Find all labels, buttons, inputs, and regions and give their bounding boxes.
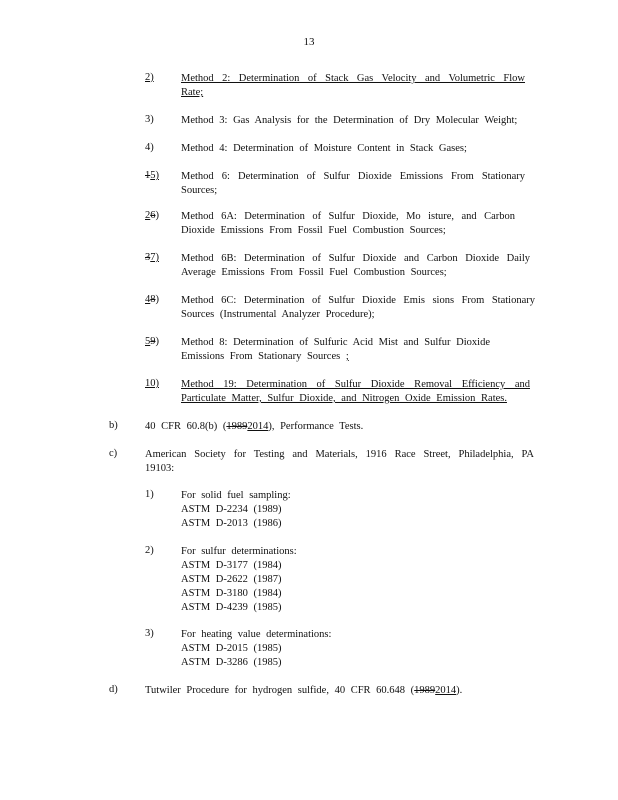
list-item bbox=[145, 336, 510, 364]
item-label: 48) bbox=[145, 294, 159, 305]
item-label: 37) bbox=[145, 252, 159, 263]
list-item-b: b) 40 CFR 60.8(b) (19892014), Performance Tests. bbox=[109, 420, 529, 434]
list-item bbox=[145, 170, 525, 198]
item-label: 15) bbox=[145, 170, 159, 181]
astm-line: ASTM D-3286 (1985) bbox=[181, 657, 282, 668]
list-item bbox=[145, 252, 530, 280]
item-label: 26) bbox=[145, 210, 159, 221]
item-label: 10) bbox=[145, 378, 159, 389]
item-label: 4) bbox=[145, 142, 154, 153]
sub-title: For sulfur determinations: bbox=[181, 546, 297, 557]
list-item bbox=[145, 114, 535, 128]
astm-line: ASTM D-3180 (1984) bbox=[181, 588, 282, 599]
item-text: Method 8: Determination of Sulfuric Acid Mist and Sulfur Dioxide Emissions From Stationary Sources ; bbox=[181, 337, 491, 362]
item-label: 59) bbox=[145, 336, 159, 347]
astm-line: ASTM D-2622 (1987) bbox=[181, 574, 282, 585]
item-text: Method 6A: Determination of Sulfur Dioxide, Mo isture, and Carbon Dioxide Emissions From Fossil Fuel Combustion Sources; bbox=[181, 211, 515, 236]
list-item: 3) For heating value determinations: ASTM D-2015 (1985) ASTM D-3286 (1985) bbox=[145, 628, 445, 670]
astm-line: ASTM D-2015 (1985) bbox=[181, 643, 282, 654]
item-text: Method 4: Determination of Moisture Content in Stack Gases; bbox=[181, 143, 467, 154]
list-item bbox=[145, 294, 535, 322]
sub-title: For solid fuel sampling: bbox=[181, 490, 291, 501]
item-text: Tutwiler Procedure for hydrogen sulfide, 40 CFR 60.648 (19892014). bbox=[145, 685, 463, 696]
item-label: 3) bbox=[145, 114, 154, 125]
item-text: 40 CFR 60.8(b) (19892014), Performance Tests. bbox=[145, 421, 364, 432]
item-text: Method 6B: Determination of Sulfur Dioxide and Carbon Dioxide Daily Average Emissions From Fossil Fuel Combustion Sources; bbox=[181, 253, 530, 278]
list-item: 1) For solid fuel sampling: ASTM D-2234 (1989) ASTM D-2013 (1986) bbox=[145, 489, 445, 531]
astm-line: ASTM D-4239 (1985) bbox=[181, 602, 282, 613]
page-number: 13 bbox=[303, 36, 315, 48]
list-item bbox=[145, 72, 525, 100]
list-item-c: c) American Society for Testing and Materials, 1916 Race Street, Philadelphia, PA 19103: bbox=[109, 448, 534, 474]
astm-line: ASTM D-3177 (1984) bbox=[181, 560, 282, 571]
sub-title: For heating value determinations: bbox=[181, 629, 332, 640]
item-text: Method 3: Gas Analysis for the Determination of Dry Molecular Weight; bbox=[181, 115, 518, 126]
list-item bbox=[145, 142, 535, 156]
item-text: Method 6C: Determination of Sulfur Dioxide Emis sions From Stationary Sources (Instrumental Analyzer Procedure); bbox=[181, 295, 535, 320]
item-text: Method 6: Determination of Sulfur Dioxide Emissions From Stationary Sources; bbox=[181, 171, 525, 196]
item-text: Method 2: Determination of Stack Gas Velocity and Volumetric Flow Rate; bbox=[181, 73, 525, 98]
list-item-d: d) Tutwiler Procedure for hydrogen sulfide, 40 CFR 60.648 (19892014). bbox=[109, 684, 529, 698]
item-text: American Society for Testing and Materials, 1916 Race Street, Philadelphia, PA 19103: bbox=[145, 449, 534, 474]
list-item bbox=[145, 378, 530, 406]
list-item bbox=[145, 210, 515, 238]
astm-line: ASTM D-2013 (1986) bbox=[181, 518, 282, 529]
item-text: Method 19: Determination of Sulfur Dioxide Removal Efficiency and Particulate Matter, Sulfur Dioxide, and Nitrogen Oxide Emission Rates. bbox=[181, 379, 530, 404]
astm-line: ASTM D-2234 (1989) bbox=[181, 504, 282, 515]
list-item: 2) For sulfur determinations: ASTM D-3177 (1984) ASTM D-2622 (1987) ASTM D-3180 (1984) ASTM D-4239 (1985) bbox=[145, 545, 445, 615]
item-label: 2) bbox=[145, 72, 154, 83]
